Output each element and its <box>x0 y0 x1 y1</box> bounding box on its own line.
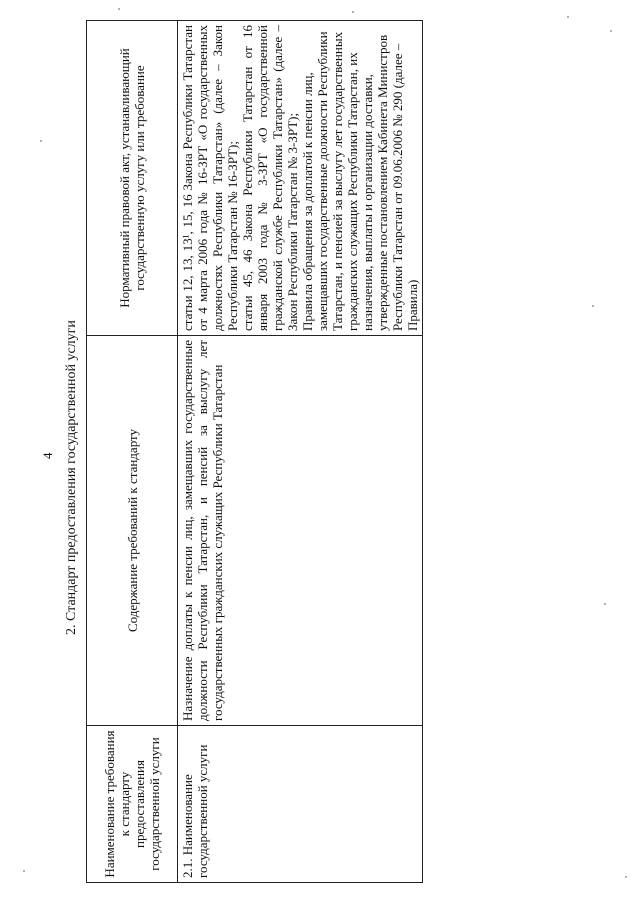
header-legal-act: Нормативный правовой акт, устанавливающий государственную услугу или требование <box>87 21 178 336</box>
standard-table <box>86 20 423 883</box>
legal-act-paragraph: статьи 45, 46 Закона Республики Татарстан от 16 января 2003 года № 3-ЗРТ «О государственной гражданской службе Республики Татарстан» (далее – Закон Республики Татарстан № 3-ЗРТ); <box>240 25 300 331</box>
legal-act-paragraph: Правила обращения за доплатой к пенсии лиц, замещавших государственные должности Республики Татарстан, и пенсией за выслугу лет государственных гражданских служащих Республики Татарстан, их назначения, выплаты и организации доставки, утвержденные постановлением Кабинета Министров Республики Татарстан от 09.06.2006 № 290 (далее – Правила) <box>300 31 420 331</box>
section-title: 2. Стандарт предоставления государственной услуги <box>64 320 79 635</box>
cell-requirement-name: 2.1. Наименование государственной услуги <box>178 726 423 883</box>
header-requirement-name: Наименование требования к стандарту предоставления государственной услуги <box>87 726 178 883</box>
cell-legal-acts <box>178 21 423 336</box>
table-row <box>178 21 423 883</box>
cell-requirement-content: Назначение доплаты к пенсии лиц, замещавших государственные должности Республики Татарстан, и пенсий за выслугу лет государственных гражданских служащих Республики Татарстан <box>178 336 423 726</box>
header-requirement-content: Содержание требований к стандарту <box>87 336 178 726</box>
legal-act-paragraph: статьи 12, 13, 13¹, 15, 16 Закона Республики Татарстан от 4 марта 2006 года № 16-ЗРТ «О государственных должностях Республики Татарстан» (далее – Закон Республики Татарстан № 16-ЗРТ); <box>180 25 240 331</box>
page-number: 4 <box>40 452 55 459</box>
table-header-row <box>87 21 178 883</box>
